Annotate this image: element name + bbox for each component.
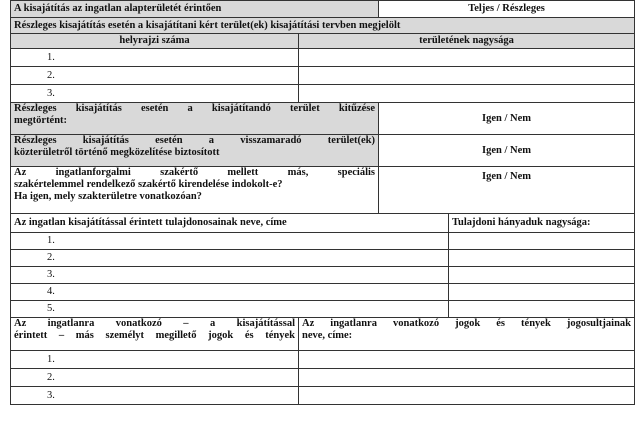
rights-header-row <box>11 318 635 351</box>
question-line: közterületről történő megközelítése biztosított <box>14 147 220 158</box>
question-line: Részleges kisajátítás esetén a kisajátítandó terület kitűzése <box>14 103 376 114</box>
rights-right-header <box>299 318 635 351</box>
owner-row <box>11 250 635 267</box>
question-access-answer[interactable]: Igen / Nem <box>379 135 635 167</box>
partial-row <box>11 49 635 67</box>
owner-row <box>11 233 635 250</box>
owner-row <box>11 267 635 284</box>
owners-header-row <box>11 214 635 233</box>
question-expert-label <box>11 167 379 214</box>
question-access-label <box>11 135 379 167</box>
owner-share-field[interactable] <box>449 233 635 250</box>
question-line: Részleges kisajátítás esetén a visszamaradó terület(ek) <box>14 135 376 146</box>
question-line: Ha igen, mely szakterületre vonatkozóan? <box>14 191 202 202</box>
owner-row-number[interactable]: 1. <box>11 233 449 250</box>
rights-row-number[interactable]: 1. <box>11 351 299 369</box>
expropriation-type-row <box>11 1 635 18</box>
partial-row-area-field[interactable] <box>299 49 635 67</box>
rights-row-number[interactable]: 2. <box>11 369 299 387</box>
rights-holder-field[interactable] <box>299 351 635 369</box>
question-staking-label <box>11 103 379 135</box>
question-row <box>11 135 635 167</box>
rights-left-header <box>11 318 299 351</box>
question-line: szakértelemmel rendelkező szakértő kirendelése indokolt-e? <box>14 179 283 190</box>
partial-row-number: 3. <box>11 85 299 103</box>
partial-row <box>11 85 635 103</box>
rights-row-number[interactable]: 3. <box>11 387 299 405</box>
expropriation-type-value[interactable]: Teljes / Részleges <box>379 1 635 18</box>
partial-columns-row <box>11 34 635 49</box>
owners-name-header: Az ingatlan kisajátítással érintett tulajdonosainak neve, címe <box>11 214 449 233</box>
expropriation-type-label: A kisajátítás az ingatlan alapterületét érintően <box>11 1 379 18</box>
lot-number-header: helyrajzi száma <box>11 34 299 49</box>
question-expert-answer[interactable]: Igen / Nem <box>379 167 635 214</box>
rights-row <box>11 351 635 369</box>
partial-heading: Részleges kisajátítás esetén a kisajátítani kért terület(ek) kisajátítási tervben megjelölt <box>11 18 635 34</box>
rights-header-line: érintett – más személyt megillető jogok és tények <box>14 330 295 341</box>
partial-row-area-field[interactable] <box>299 85 635 103</box>
partial-row-area-field[interactable] <box>299 67 635 85</box>
partial-heading-row <box>11 18 635 34</box>
owner-row-number[interactable]: 3. <box>11 267 449 284</box>
owner-row-number[interactable]: 2. <box>11 250 449 267</box>
area-size-header: területének nagysága <box>299 34 635 49</box>
rights-holder-field[interactable] <box>299 369 635 387</box>
owner-share-field[interactable] <box>449 250 635 267</box>
owner-row-number[interactable]: 5. <box>11 301 449 318</box>
owner-row-number[interactable]: 4. <box>11 284 449 301</box>
rights-header-line: Az ingatlanra vonatkozó jogok és tények jogosultjainak <box>302 318 632 329</box>
partial-row-number: 2. <box>11 67 299 85</box>
question-row <box>11 167 635 214</box>
rights-holder-field[interactable] <box>299 387 635 405</box>
owners-share-header: Tulajdoni hányaduk nagysága: <box>449 214 635 233</box>
owner-share-field[interactable] <box>449 267 635 284</box>
owner-share-field[interactable] <box>449 284 635 301</box>
question-row <box>11 103 635 135</box>
rights-header-line: neve, címe: <box>302 330 353 341</box>
rights-row <box>11 369 635 387</box>
question-staking-answer[interactable]: Igen / Nem <box>379 103 635 135</box>
owner-row <box>11 284 635 301</box>
rights-header-line: Az ingatlanra vonatkozó – a kisajátítással <box>14 318 295 329</box>
partial-row <box>11 67 635 85</box>
owner-row <box>11 301 635 318</box>
question-line: megtörtént: <box>14 115 68 126</box>
expropriation-form-table <box>10 0 635 405</box>
question-line: Az ingatlanforgalmi szakértő mellett más, speciális <box>14 167 376 178</box>
rights-row <box>11 387 635 405</box>
partial-row-number: 1. <box>11 49 299 67</box>
owner-share-field[interactable] <box>449 301 635 318</box>
